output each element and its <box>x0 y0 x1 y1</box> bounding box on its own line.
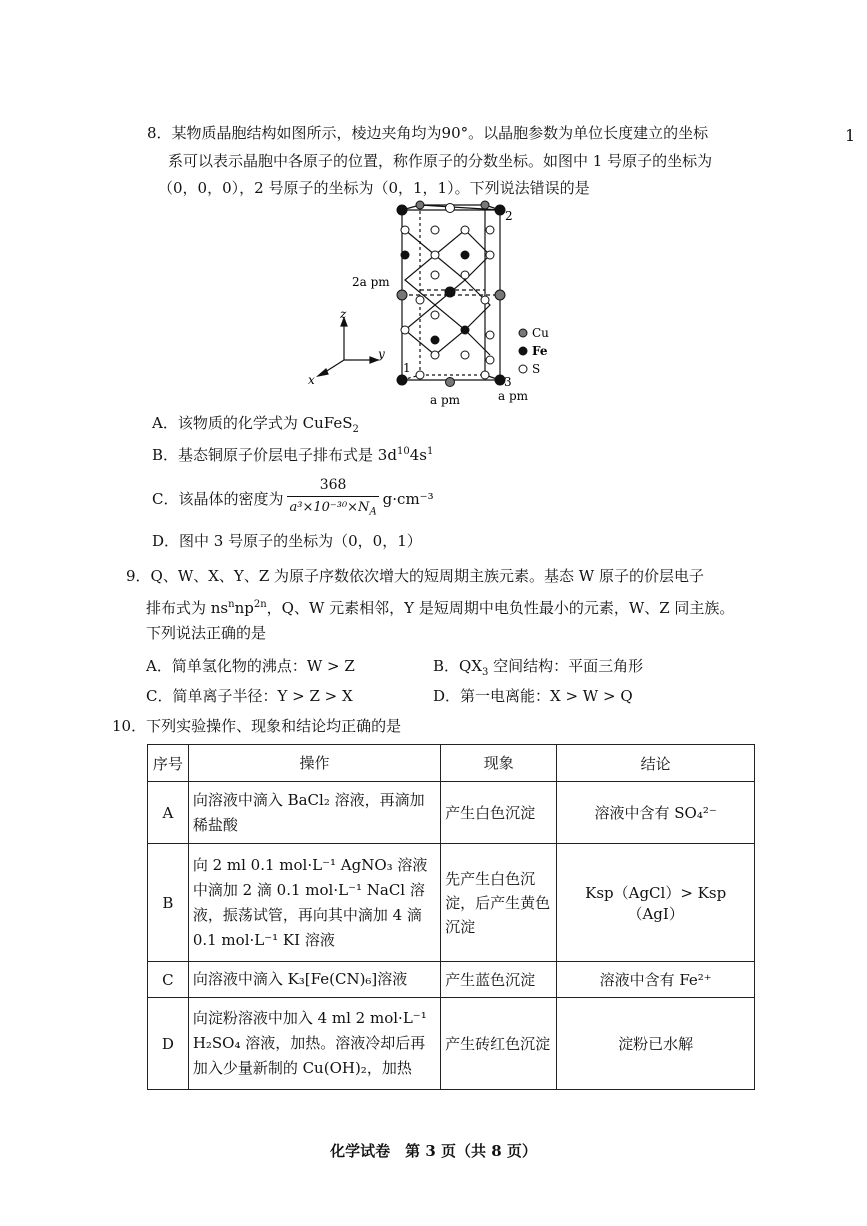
row-id: C <box>148 962 189 998</box>
q9-stem-line1: 9．Q、W、X、Y、Z 为原子序数依次增大的短周期主族元素。基态 W 原子的价层电子 <box>126 567 704 585</box>
width-label-2: a pm <box>498 389 529 403</box>
axis-y-label: y <box>378 347 385 361</box>
q9-option-b: B．$QX_3$ 空间结构：平面三角形 <box>433 657 644 678</box>
margin-mark: 1 <box>845 126 856 145</box>
axis-x-label: x <box>308 373 315 387</box>
height-label: 2a pm <box>352 275 390 289</box>
q9-stem-line3: 下列说法正确的是 <box>146 624 267 642</box>
legend-s: S <box>532 362 541 376</box>
q8-option-b: B．基态铜原子价层电子排布式是 $3d^{10}4s^1$ <box>152 446 434 464</box>
row-id: D <box>148 998 189 1090</box>
q10-stem: 10．下列实验操作、现象和结论均正确的是 <box>112 717 402 735</box>
q9-option-a: A．简单氢化物的沸点：W > Z <box>146 657 355 675</box>
row-operation: 向溶液中滴入 BaCl₂ 溶液，再滴加稀盐酸 <box>188 782 440 844</box>
header-phenomenon: 现象 <box>441 745 557 782</box>
row-conclusion: Ksp（AgCl）> Ksp（AgI） <box>557 844 755 962</box>
q8-option-c: C．该晶体的密度为 $\frac{368}{a^3\times 10^{-30}\times N_A}$ g·cm⁻³ <box>152 474 434 524</box>
row-operation: 向溶液中滴入 K₃[Fe(CN)₆]溶液 <box>188 962 440 998</box>
atom-2-label: 2 <box>505 209 513 223</box>
crystal-cell-figure <box>300 200 550 410</box>
row-conclusion: 溶液中含有 Fe²⁺ <box>557 962 755 998</box>
q8-stem-line3: （0，0，0），2 号原子的坐标为（0，1，1）。下列说法错误的是 <box>158 179 590 197</box>
q8-option-d: D．图中 3 号原子的坐标为（0，0，1） <box>152 532 422 550</box>
row-id: A <box>148 782 189 844</box>
atom-3-label: 3 <box>504 375 512 389</box>
row-operation: 向 2 ml 0.1 mol·L⁻¹ AgNO₃ 溶液中滴加 2 滴 0.1 mol·L⁻¹ NaCl 溶液，振荡试管，再向其中滴加 4 滴 0.1 mol·L⁻¹ KI 溶液 <box>188 844 440 962</box>
header-conclusion: 结论 <box>557 745 755 782</box>
header-id: 序号 <box>148 745 189 782</box>
atom-1-label: 1 <box>403 361 411 375</box>
q8-option-a: A．该物质的化学式为 CuFeS$_2$ <box>152 414 359 435</box>
q8-stem-line2: 系可以表示晶胞中各原子的位置，称作原子的分数坐标。如图中 1 号原子的坐标为 <box>168 152 713 170</box>
row-operation: 向淀粉溶液中加入 4 ml 2 mol·L⁻¹ H₂SO₄ 溶液，加热。溶液冷却后再加入少量新制的 Cu(OH)₂，加热 <box>188 998 440 1090</box>
table-header-row <box>148 745 755 782</box>
legend-cu: Cu <box>532 326 549 340</box>
experiment-table <box>147 744 755 1090</box>
q9-option-c: C．简单离子半径：Y > Z > X <box>146 687 353 705</box>
row-phenomenon: 产生蓝色沉淀 <box>441 962 557 998</box>
axis-z-label: z <box>340 307 347 321</box>
page-footer: 化学试卷 第 3 页（共 8 页） <box>330 1142 537 1160</box>
row-conclusion: 淀粉已水解 <box>557 998 755 1090</box>
legend-fe: Fe <box>532 344 548 358</box>
row-phenomenon: 先产生白色沉淀，后产生黄色沉淀 <box>441 844 557 962</box>
table-row <box>148 998 755 1090</box>
row-phenomenon: 产生砖红色沉淀 <box>441 998 557 1090</box>
header-operation: 操作 <box>188 745 440 782</box>
width-label-1: a pm <box>430 393 461 407</box>
q9-stem-line2: 排布式为 $ns^nnp^{2n}$，Q、W 元素相邻，Y 是短周期中电负性最小的元素，W、Z 同主族。 <box>146 599 735 617</box>
row-conclusion: 溶液中含有 SO₄²⁻ <box>557 782 755 844</box>
row-id: B <box>148 844 189 962</box>
table-row <box>148 844 755 962</box>
q8-stem-line1: 8．某物质晶胞结构如图所示，棱边夹角均为90°。以晶胞参数为单位长度建立的坐标 <box>147 124 709 142</box>
table-row <box>148 782 755 844</box>
q9-option-d: D．第一电离能：X > W > Q <box>433 687 633 705</box>
table-row <box>148 962 755 998</box>
row-phenomenon: 产生白色沉淀 <box>441 782 557 844</box>
